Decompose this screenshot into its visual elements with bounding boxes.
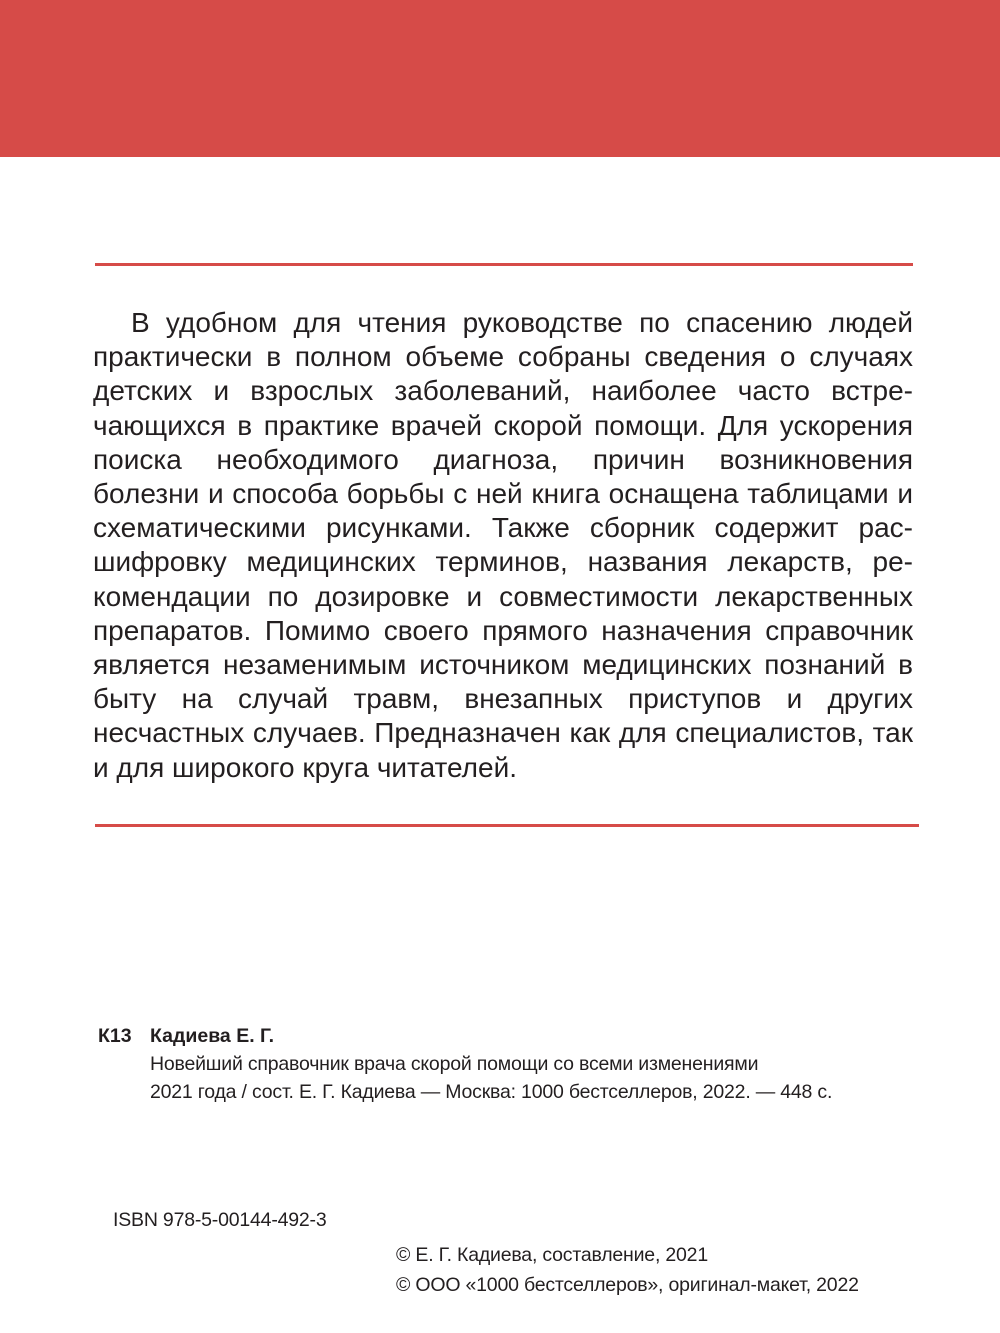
bibliographic-record (98, 1022, 938, 1106)
book-description-line-1: Новейший справочник врача скорой помощи со всеми изменениями (150, 1053, 759, 1075)
annotation-text: В удобном для чтения руководстве по спасению людей практически в полном объеме собраны сведения о случаях детских и взрослых заболеваний, наиболее часто встречающихся в практике врачей скорой помощи. Для ускорения поиска необходимого диагноза, причин возникновения болезни и способа борьбы с ней книга оснащена таблицами и схематическими рисунками. Также сборник содержит расшифровку медицинских терминов, названия лекарств, рекомендации по дозировке и совместимости лекарственных препаратов. Помимо своего прямого назначения справочник является незаменимым источником медицинских познаний в быту на случай травм, внезапных приступов и других несчастных случаев. Предназначен как для специалистов, так и для широкого круга читателей. (93, 307, 913, 783)
bottom-divider (95, 824, 919, 827)
top-color-band (0, 0, 1000, 157)
copyright-line-publisher: © ООО «1000 бестселлеров», оригинал-макет, 2022 (396, 1274, 859, 1296)
copyright-line-compiler: © Е. Г. Кадиева, составление, 2021 (396, 1244, 708, 1266)
copyright-block (396, 1240, 859, 1300)
author-name: Кадиева Е. Г. (150, 1025, 275, 1047)
top-divider (95, 263, 913, 266)
book-description-line-2: 2021 года / сост. Е. Г. Кадиева — Москва: 1000 бестселлеров, 2022. — 448 с. (150, 1081, 833, 1103)
library-code: К13 (98, 1025, 132, 1047)
isbn: ISBN 978-5-00144-492-3 (113, 1209, 327, 1231)
